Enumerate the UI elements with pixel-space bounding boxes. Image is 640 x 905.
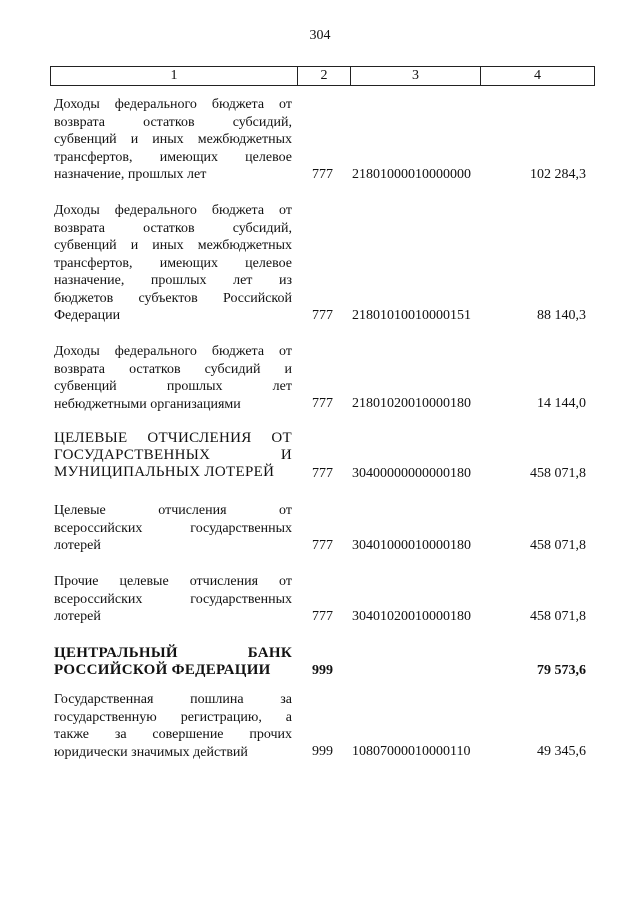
desc-line: лотерей [54, 538, 101, 553]
desc-line: трансфертов, имеющих целевое [54, 255, 292, 271]
amount: 49 345,6 [537, 744, 586, 759]
budget-code: 21801000010000000 [352, 167, 471, 182]
row-description [54, 96, 292, 184]
desc-line: государственную регистрацию, а [54, 709, 292, 725]
desc-line: всероссийских государственных [54, 520, 292, 536]
row-description [54, 645, 292, 679]
desc-line: ЦЕЛЕВЫЕ ОТЧИСЛЕНИЯ ОТ [54, 430, 292, 446]
desc-line: ГОСУДАРСТВЕННЫХ И [54, 447, 292, 463]
row-description [54, 202, 292, 325]
desc-line: также за совершение прочих [54, 727, 292, 742]
amount: 458 071,8 [530, 609, 586, 624]
amount: 14 144,0 [537, 396, 586, 411]
desc-line: ЦЕНТРАЛЬНЫЙ БАНК [54, 645, 292, 661]
desc-line: Доходы федерального бюджета от [54, 344, 292, 359]
desc-line: бюджетов субъектов Российской [54, 290, 292, 306]
budget-code: 21801010010000151 [352, 308, 471, 323]
amount: 88 140,3 [537, 308, 586, 323]
desc-line: назначение, прошлых лет из [54, 273, 292, 288]
admin-code: 777 [312, 609, 333, 624]
desc-line: возврата остатков субсидий, [54, 114, 292, 130]
admin-code: 777 [312, 466, 333, 481]
amount: 458 071,8 [530, 466, 586, 481]
table-header [50, 66, 595, 86]
admin-code: 777 [312, 167, 333, 182]
row-description [54, 430, 292, 481]
desc-line: Прочие целевые отчисления от [54, 574, 292, 589]
desc-line: Доходы федерального бюджета от [54, 203, 292, 218]
admin-code: 999 [312, 663, 333, 678]
desc-line: трансфертов, имеющих целевое [54, 149, 292, 165]
budget-code: 30401000010000180 [352, 538, 471, 553]
desc-line: возврата остатков субсидий, [54, 220, 292, 236]
header-col-1: 1 [51, 67, 298, 85]
desc-line: субвенций прошлых лет [54, 379, 292, 394]
amount: 458 071,8 [530, 538, 586, 553]
budget-code: 10807000010000110 [352, 744, 471, 759]
desc-line: субвенций и иных межбюджетных [54, 238, 292, 253]
desc-line: лотерей [54, 609, 101, 624]
admin-code: 777 [312, 538, 333, 553]
desc-line: всероссийских государственных [54, 591, 292, 607]
header-col-4: 4 [534, 68, 541, 83]
desc-line: Доходы федерального бюджета от [54, 97, 292, 112]
desc-line: РОССИЙСКОЙ ФЕДЕРАЦИИ [54, 662, 271, 678]
desc-line: назначение, прошлых лет [54, 167, 207, 182]
desc-line: Федерации [54, 308, 121, 323]
desc-line: возврата остатков субсидий и [54, 361, 292, 377]
desc-line: небюджетными организациями [54, 396, 241, 412]
budget-code: 30400000000000180 [352, 466, 471, 481]
amount: 79 573,6 [537, 663, 586, 678]
header-col-3: 3 [351, 67, 481, 85]
desc-line: юридически значимых действий [54, 744, 248, 760]
admin-code: 777 [312, 308, 333, 323]
budget-code: 21801020010000180 [352, 396, 471, 411]
admin-code: 777 [312, 396, 333, 411]
desc-line: субвенций и иных межбюджетных [54, 132, 292, 147]
admin-code: 999 [312, 744, 333, 759]
row-description [54, 573, 292, 626]
desc-line: МУНИЦИПАЛЬНЫХ ЛОТЕРЕЙ [54, 464, 275, 480]
page-number: 304 [309, 28, 331, 43]
row-description [54, 343, 292, 413]
row-description [54, 502, 292, 555]
row-description [54, 691, 292, 761]
desc-line: Целевые отчисления от [54, 503, 292, 518]
desc-line: Государственная пошлина за [54, 692, 292, 707]
budget-code: 30401020010000180 [352, 609, 471, 624]
amount: 102 284,3 [530, 167, 586, 182]
header-col-2: 2 [298, 67, 351, 85]
